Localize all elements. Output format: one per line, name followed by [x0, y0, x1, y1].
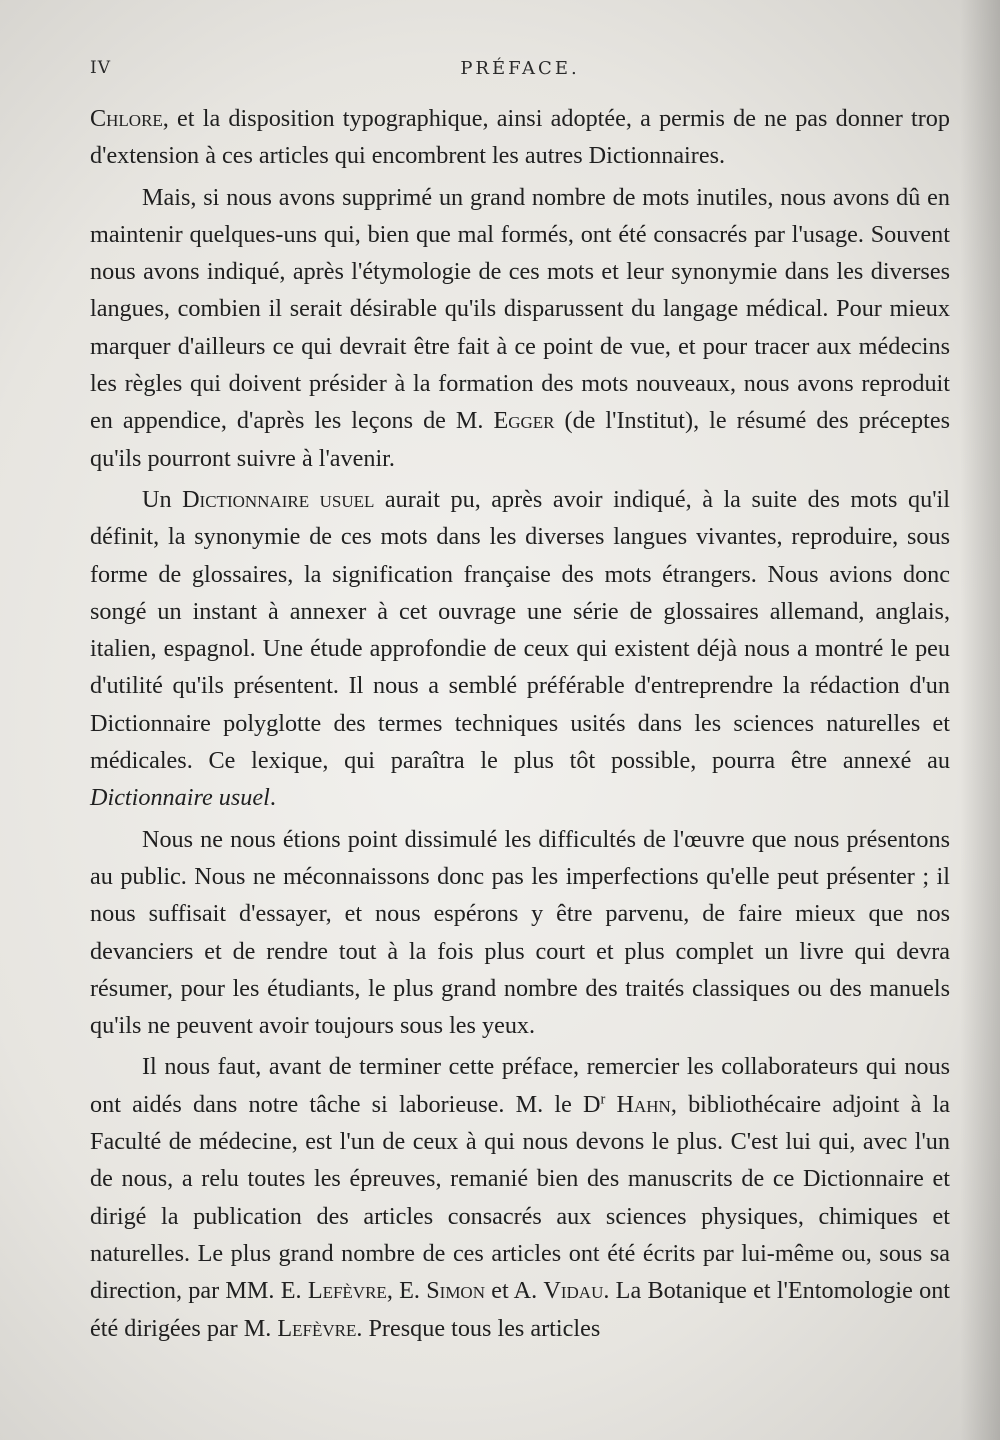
paragraph-3	[90, 481, 950, 817]
name-vidau: Vidau	[543, 1277, 604, 1305]
text-run: Mais, si nous avons supprimé un grand nombre de mots inutiles, nous avons dû en maintenir quelques-uns qui, bien que mal formés, ont été consacrés par l'usage. Souvent nous avons indiqué, après l'étymologie de ces mots et leur synonymie dans les diverses langues, combien il serait désirable qu'ils disparussent du langage médical. Pour mieux marquer d'ailleurs ce qui devrait être fait à ce point de vue, et pour tracer aux médecins les règles qui doivent présider à la formation des mots nouveaux, nous avons reproduit en appendice, d'après les leçons de M.	[90, 183, 950, 435]
text-run: et A.	[485, 1277, 544, 1305]
text-run: , bibliothécaire adjoint à la Faculté de médecine, est l'un de ceux à qui nous devons le plus. C'est lui qui, avec l'un de nous, a relu toutes les épreuves, remanié bien des manuscrits de ce Dictionnaire et dirigé la publication des articles consacrés aux sciences physiques, chimiques et naturelles. Le plus grand nombre de ces articles ont été écrits par lui-même ou, sous sa direction, par MM. E.	[90, 1090, 951, 1305]
text-run: . Presque tous les articles	[356, 1314, 601, 1342]
text-run: Il nous faut, avant de terminer cette préface, remercier les collaborateurs qui nous ont aidés dans notre tâche si laborieuse. M. le D	[90, 1053, 950, 1118]
term-chlore: Chlore	[90, 105, 163, 132]
page-header	[90, 58, 950, 88]
name-lefevre: Lefèvre	[307, 1277, 387, 1305]
text-run	[605, 1091, 616, 1118]
superscript: r	[600, 1091, 606, 1108]
text-run: .	[269, 784, 276, 812]
page-number: IV	[90, 58, 111, 78]
paragraph-1	[90, 100, 950, 175]
body-text	[90, 100, 950, 1347]
text-run: , E.	[386, 1277, 427, 1305]
text-run: , et la disposition typographique, ainsi adoptée, a permis de ne pas donner trop d'extension à ces articles qui encombrent les autres Dictionnaires.	[90, 105, 950, 170]
text-run: aurait pu, après avoir indiqué, à la suite des mots qu'il définit, la synonymie de ces mots dans les diverses langues vivantes, reproduire, sous forme de glossaires, la signification française des mots étrangers. Nous avions donc songé un instant à annexer à cet ouvrage une série de glossaires allemand, anglais, italien, espagnol. Une étude approfondie de ceux qui existent déjà nous a montré le peu d'utilité qu'ils présentent. Il nous a semblé préférable d'entreprendre la rédaction d'un Dictionnaire polyglotte des termes techniques usités dans les sciences naturelles et médicales. Ce lexique, qui paraîtra le plus tôt possible, pourra être annexé au	[90, 485, 950, 775]
name-simon: Simon	[426, 1277, 485, 1305]
text-run: . La Botanique et l'Entomologie ont été dirigées par M.	[90, 1277, 951, 1342]
running-title: PRÉFACE.	[460, 58, 580, 79]
name-egger: Egger	[493, 407, 555, 435]
name-lefevre-2: Lefèvre	[277, 1314, 357, 1342]
paragraph-4	[90, 821, 950, 1045]
text-run: Un	[142, 485, 183, 513]
title-dictionnaire-usuel: Dictionnaire usuel	[182, 485, 375, 513]
text-run: (de l'Institut), le résumé des préceptes qu'ils pourront suivre à l'avenir.	[90, 407, 950, 472]
paragraph-2	[90, 179, 950, 477]
paragraph-5	[90, 1048, 950, 1346]
title-dictionnaire-usuel-italic: Dictionnaire usuel	[90, 784, 270, 812]
text-run: Nous ne nous étions point dissimulé les difficultés de l'œuvre que nous présentons au public. Nous ne méconnaissons donc pas les imperfections qu'elle peut présenter ; il nous suffisait d'essayer, et nous espérons y être parvenu, de faire mieux que nos devanciers et de rendre tout à la fois plus court et plus complet un livre qui devra résumer, pour les étudiants, le plus grand nombre des traités classiques ou des manuels qu'ils ne peuvent avoir toujours sous les yeux.	[90, 825, 950, 1040]
name-hahn: Hahn	[616, 1090, 671, 1118]
